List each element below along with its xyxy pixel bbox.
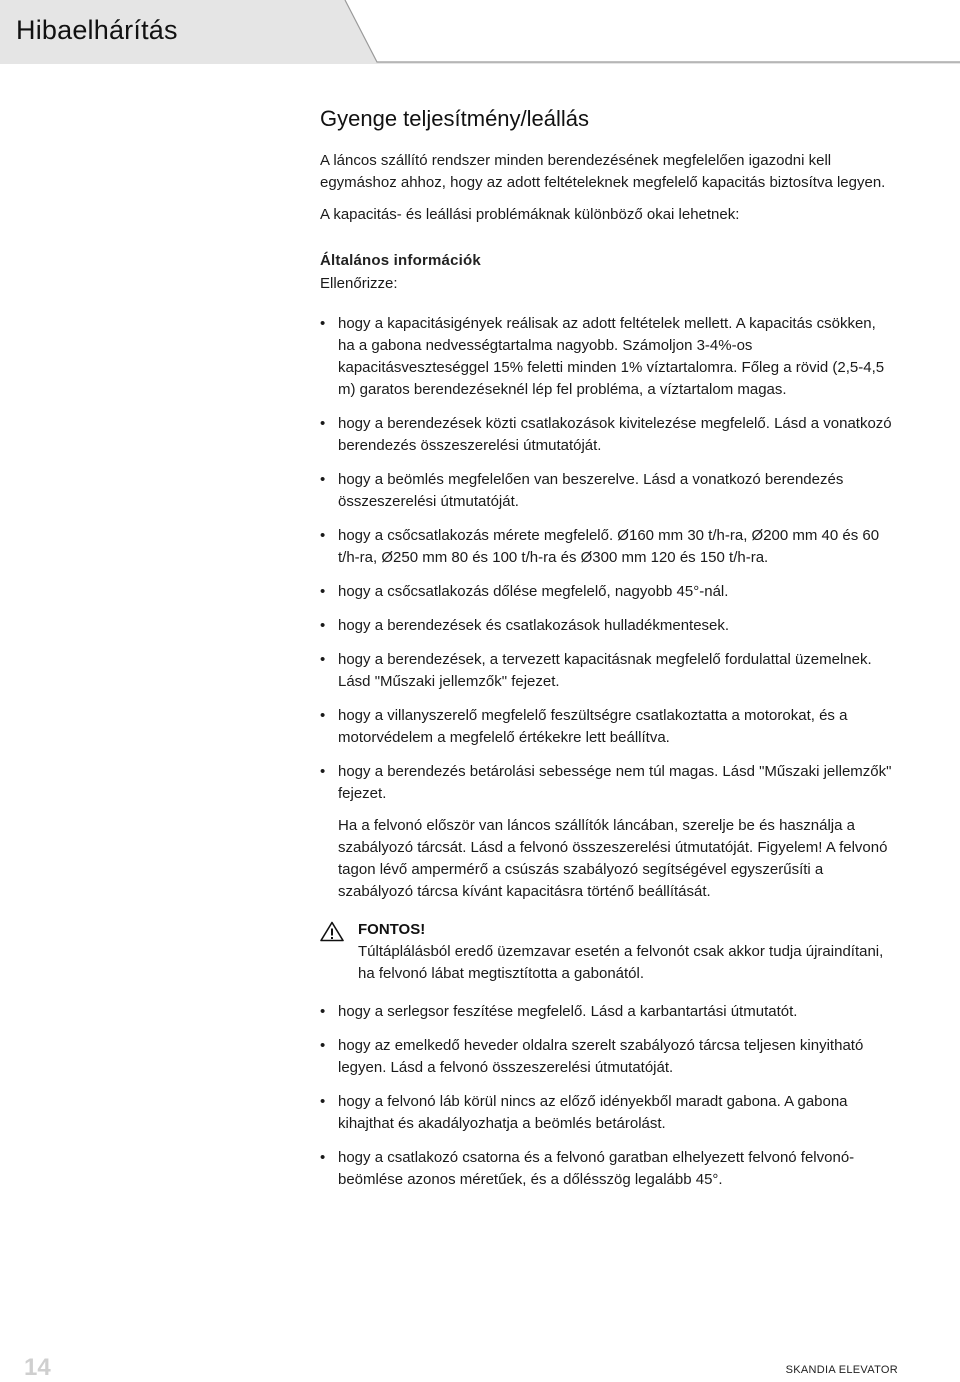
list-item <box>320 469 895 513</box>
intro-paragraph-2: A kapacitás- és leállási problémáknak különböző okai lehetnek: <box>320 206 740 223</box>
list-item-text: hogy a serlegsor feszítése megfelelő. Lásd a karbantartási útmutatót. <box>338 1003 798 1020</box>
subheading: Általános információk <box>320 252 481 269</box>
list-item-text: hogy a csőcsatlakozás mérete megfelelő. Ø160 mm 30 t/h-ra, Ø200 mm 40 és 60 t/h-ra, Ø250 mm 80 és 100 t/h-ra és Ø300 mm 120 és 150 t/h-ra. <box>338 527 880 566</box>
main-content <box>320 106 895 1203</box>
bullet-icon: • <box>320 1037 326 1054</box>
list-item-text: hogy a berendezés betárolási sebessége nem túl magas. Lásd "Műszaki jellemzők" fejezet. <box>338 763 892 802</box>
bullet-icon: • <box>320 1149 326 1166</box>
bullet-icon: • <box>320 315 326 332</box>
list-item <box>320 413 895 457</box>
list-item <box>320 705 895 749</box>
list-item-text: hogy az emelkedő heveder oldalra szerelt szabályozó tárcsa teljesen kinyitható legyen. Lásd a felvonó összeszerelési útmutatóját. <box>338 1037 864 1076</box>
list-item-text: hogy a csatlakozó csatorna és a felvonó garatban elhelyezett felvonó felvonó-beömlése azonos méretűek, és a dőlésszög legalább 45°. <box>338 1149 855 1188</box>
bullet-icon: • <box>320 707 326 724</box>
bullet-icon: • <box>320 415 326 432</box>
bullet-icon: • <box>320 1003 326 1020</box>
header-tab <box>0 0 960 66</box>
check-label: Ellenőrizze: <box>320 275 398 292</box>
list-item <box>320 1035 895 1079</box>
list-item <box>320 1091 895 1135</box>
warning-title: FONTOS! <box>358 921 426 938</box>
list-item-text: hogy a csőcsatlakozás dőlése megfelelő, nagyobb 45°-nál. <box>338 583 729 600</box>
checklist-a <box>320 313 895 805</box>
checklist-b <box>320 1001 895 1191</box>
page-number: 14 <box>24 1354 51 1381</box>
bullet-icon: • <box>320 527 326 544</box>
bullet-icon: • <box>320 651 326 668</box>
list-item <box>320 615 895 637</box>
list-item <box>320 649 895 693</box>
list-item-text: hogy a berendezések és csatlakozások hulladékmentesek. <box>338 617 730 634</box>
warning-box <box>320 919 895 985</box>
list-item <box>320 581 895 603</box>
list-item <box>320 313 895 401</box>
list-item-text: hogy a berendezések, a tervezett kapacitásnak megfelelő fordulattal üzemelnek. Lásd "Műszaki jellemzők" fejezet. <box>338 651 872 690</box>
section-title: Gyenge teljesítmény/leállás <box>320 106 590 131</box>
extra-paragraph: Ha a felvonó először van láncos szállítók láncában, szerelje be és használja a szabályozó tárcsát. Lásd a felvonó összeszerelési útmutatóját. Figyelem! A felvonó tagon lévő ampermérő a csúszás szabályozó segítségével egyszerűsíti a szabályozó tárcsa kívánt kapacitásra történő beállítását. <box>338 817 888 900</box>
bullet-icon: • <box>320 471 326 488</box>
brand-name: SKANDIA ELEVATOR <box>785 1364 898 1376</box>
warning-triangle-icon <box>320 921 344 942</box>
list-item <box>320 1147 895 1191</box>
bullet-icon: • <box>320 763 326 780</box>
intro-paragraph: A láncos szállító rendszer minden berendezésének megfelelően igazodni kell egymáshoz ahhoz, hogy az adott feltételeknek megfelelő kapacitás biztosítva legyen. <box>320 152 886 191</box>
list-item <box>320 761 895 805</box>
list-item-text: hogy a berendezések közti csatlakozások kivitelezése megfelelő. Lásd a vonatkozó berendezés összeszerelési útmutatóját. <box>338 415 892 454</box>
page-title: Hibaelhárítás <box>16 15 178 45</box>
bullet-icon: • <box>320 617 326 634</box>
list-item-text: hogy a felvonó láb körül nincs az előző idényekből maradt gabona. A gabona kihajthat és akadályozhatja a beömlés betárolást. <box>338 1093 848 1132</box>
list-item-text: hogy a kapacitásigények reálisak az adott feltételek mellett. A kapacitás csökken, ha a gabona nedvességtartalma nagyobb. Számoljon 3-4%-os kapacitásveszteséggel 15% feletti minden 1% víztartalomra. Főleg a rövid (2,5-4,5 m) garatos berendezéseknél lép fel probléma, a víztartalom magas. <box>338 315 885 398</box>
bullet-icon: • <box>320 1093 326 1110</box>
list-item-text: hogy a villanyszerelő megfelelő feszültségre csatlakoztatta a motorokat, és a motorvédelem a megfelelő értékekre lett beállítva. <box>338 707 848 746</box>
list-item <box>320 1001 895 1023</box>
list-item-text: hogy a beömlés megfelelően van beszerelve. Lásd a vonatkozó berendezés összeszerelési útmutatóját. <box>338 471 844 510</box>
list-item <box>320 525 895 569</box>
warning-text: Túltáplálásból eredő üzemzavar esetén a felvonót csak akkor tudja újraindítani, ha felvonó lábat megtisztította a gabonától. <box>358 943 884 982</box>
bullet-icon: • <box>320 583 326 600</box>
